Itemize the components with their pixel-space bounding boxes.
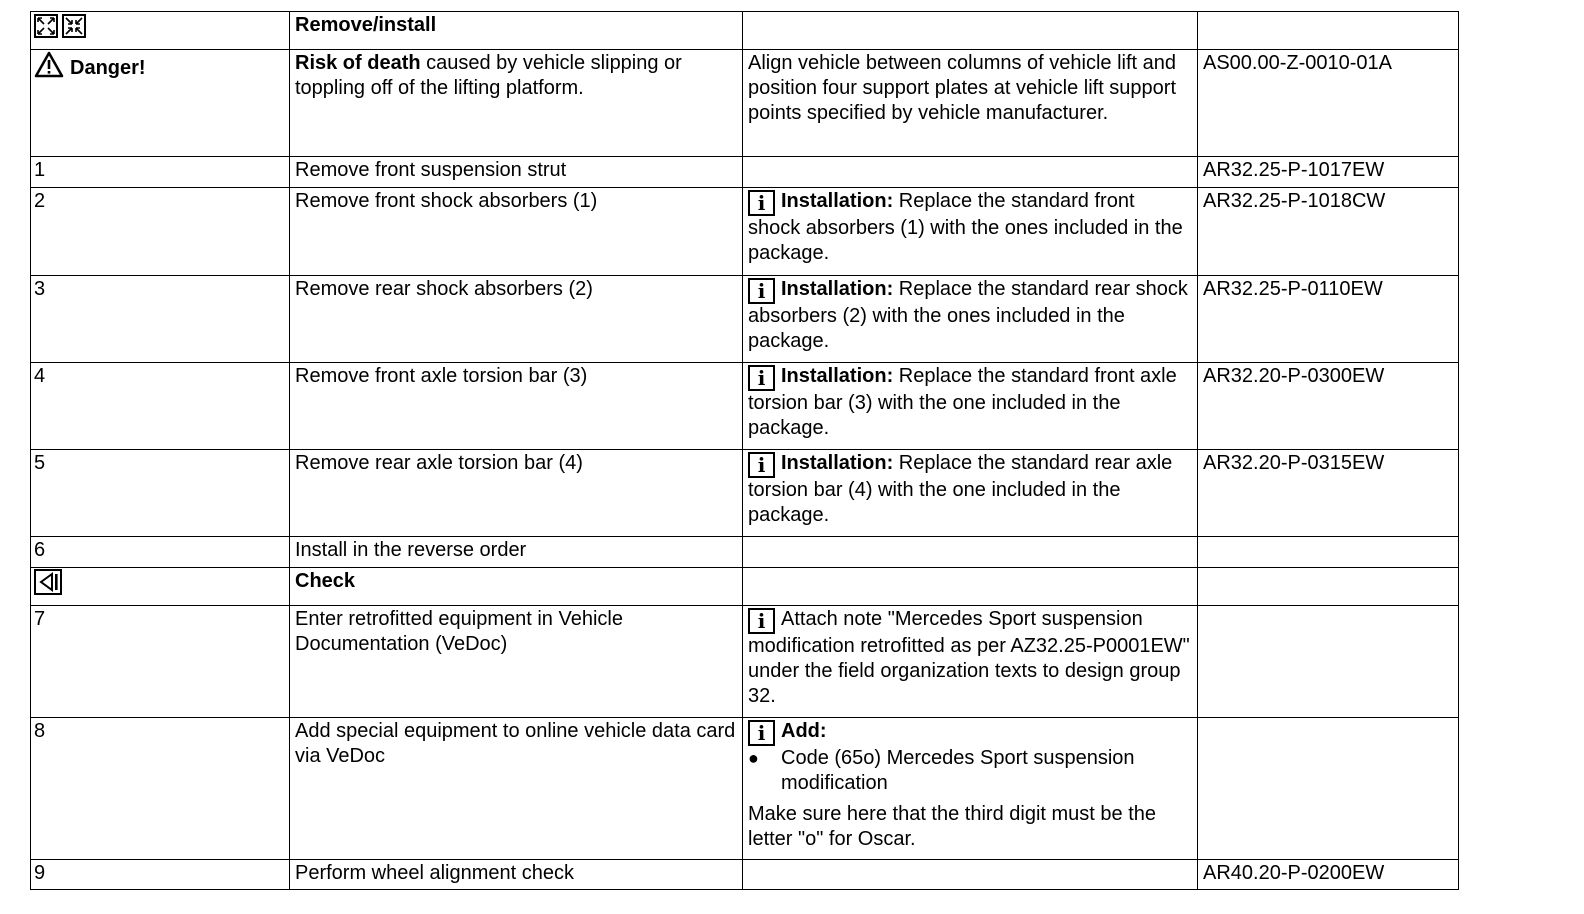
table-row: [31, 718, 1459, 860]
step-note: Attach note "Mercedes Sport suspension modification retrofitted as per AZ32.25-P0001EW" under the field organization texts to design group 32.: [748, 608, 1190, 707]
step-text: Add special equipment to online vehicle data card via VeDoc: [290, 718, 743, 860]
step-ref: AR32.25-P-0110EW: [1198, 276, 1459, 363]
step-note: Replace the standard front axle torsion bar (3) with the one included in the package.: [748, 365, 1177, 439]
install-icon: [62, 14, 86, 38]
procedure-table: [30, 11, 1459, 890]
step-text: Remove rear axle torsion bar (4): [290, 450, 743, 537]
installation-label: Installation:: [781, 365, 894, 387]
step-note: Replace the standard rear shock absorbers (2) with the ones included in the package.: [748, 278, 1188, 352]
info-icon: i: [748, 365, 775, 391]
table-row: [31, 860, 1459, 890]
table-row: [31, 276, 1459, 363]
step-text: Install in the reverse order: [290, 537, 743, 568]
table-row: [31, 568, 1459, 606]
step-number: 5: [31, 450, 290, 537]
table-row: [31, 606, 1459, 718]
step-text: Perform wheel alignment check: [290, 860, 743, 890]
step-ref: AR32.20-P-0300EW: [1198, 363, 1459, 450]
step-number: 2: [31, 188, 290, 276]
info-icon: i: [748, 452, 775, 478]
bullet-text: Code (65o) Mercedes Sport suspension modification: [781, 747, 1135, 794]
step-number: 9: [31, 860, 290, 890]
section-title-check: Check: [290, 568, 743, 606]
step-number: 4: [31, 363, 290, 450]
step-note: Replace the standard rear axle torsion bar (4) with the one included in the package.: [748, 452, 1173, 526]
info-icon: i: [748, 720, 775, 746]
table-row: [31, 12, 1459, 50]
bullet-icon: ●: [748, 748, 759, 768]
table-row: [31, 363, 1459, 450]
danger-label: Danger!: [70, 57, 146, 79]
risk-text: caused by vehicle slipping or toppling off of the lifting platform.: [295, 52, 682, 99]
step-number: 6: [31, 537, 290, 568]
step-text: Enter retrofitted equipment in Vehicle Documentation (VeDoc): [290, 606, 743, 718]
step-text: Remove front axle torsion bar (3): [290, 363, 743, 450]
installation-label: Installation:: [781, 452, 894, 474]
danger-ref: AS00.00-Z-0010-01A: [1198, 50, 1459, 157]
remove-icon: [34, 14, 58, 38]
installation-label: Installation:: [781, 190, 894, 212]
installation-label: Installation:: [781, 278, 894, 300]
step-number: 8: [31, 718, 290, 860]
table-row: [31, 50, 1459, 157]
step-number: 3: [31, 276, 290, 363]
check-icon: [34, 569, 62, 595]
add-label: Add:: [781, 720, 827, 742]
table-row: [31, 450, 1459, 537]
table-row: [31, 188, 1459, 276]
step-text: Remove front suspension strut: [290, 157, 743, 188]
table-row: [31, 537, 1459, 568]
info-icon: i: [748, 278, 775, 304]
table-row: [31, 157, 1459, 188]
danger-measure: Align vehicle between columns of vehicle lift and position four support plates at vehicle lift support points specified by vehicle manufacturer.: [743, 50, 1198, 157]
info-icon: i: [748, 608, 775, 634]
warning-triangle-icon: [34, 51, 64, 78]
remove-install-icons: [31, 12, 290, 50]
step-ref: AR40.20-P-0200EW: [1198, 860, 1459, 890]
section-title-remove-install: Remove/install: [290, 12, 743, 50]
list-item: [748, 746, 1192, 796]
step-ref: AR32.20-P-0315EW: [1198, 450, 1459, 537]
step-text: Remove rear shock absorbers (2): [290, 276, 743, 363]
step-ref: AR32.25-P-1018CW: [1198, 188, 1459, 276]
step-text: Remove front shock absorbers (1): [290, 188, 743, 276]
step-number: 1: [31, 157, 290, 188]
step-number: 7: [31, 606, 290, 718]
risk-label: Risk of death: [295, 52, 421, 74]
step-note: Replace the standard front shock absorbers (1) with the ones included in the package.: [748, 190, 1183, 264]
step-note: Make sure here that the third digit must be the letter "o" for Oscar.: [748, 803, 1156, 850]
info-icon: i: [748, 190, 775, 216]
step-ref: AR32.25-P-1017EW: [1198, 157, 1459, 188]
